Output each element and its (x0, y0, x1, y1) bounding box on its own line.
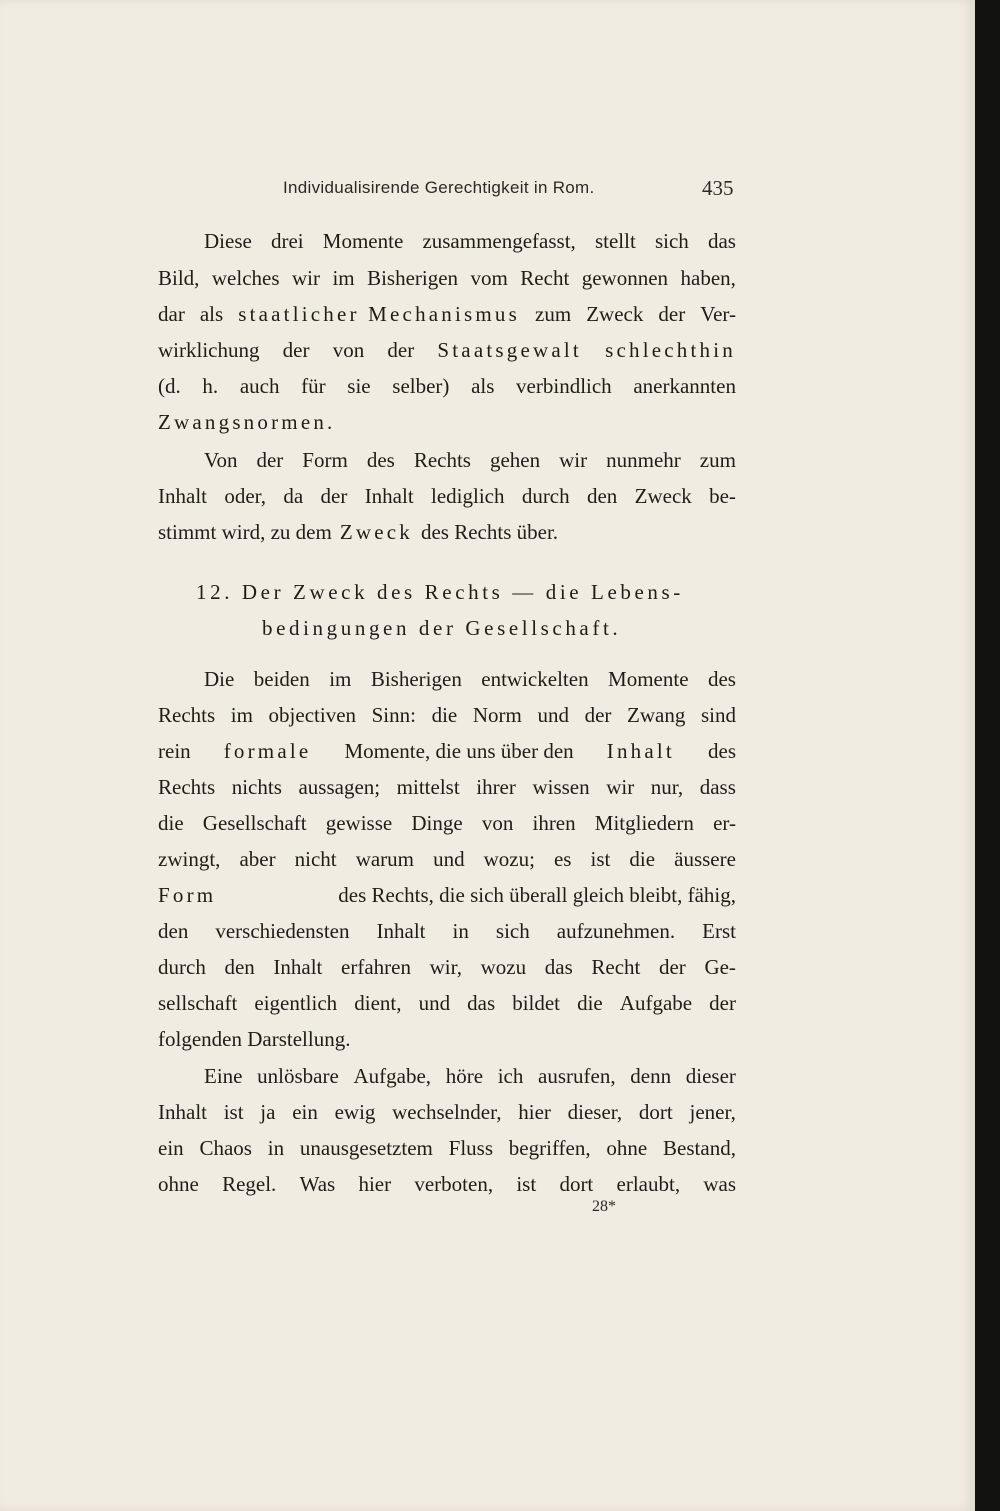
text-line (158, 991, 736, 1023)
signature-mark: 28* (592, 1198, 616, 1215)
text-line (158, 1100, 736, 1132)
emphasis-text: Zweck (339, 520, 413, 544)
word: im (230, 703, 253, 727)
text-line (158, 919, 736, 951)
word: wissen (532, 775, 590, 799)
word: haben, (680, 266, 736, 290)
word: nunmehr (606, 448, 681, 472)
word: durch (521, 484, 570, 508)
text-line (158, 739, 736, 771)
word: es (553, 847, 572, 871)
word: wir, (429, 955, 462, 979)
emphasis-text: Form (158, 883, 217, 907)
word: als (471, 374, 495, 398)
text-line (158, 338, 736, 370)
word: gewisse (325, 811, 393, 835)
word: nichts (231, 775, 282, 799)
word: Sinn: (371, 703, 416, 727)
word: dort (638, 1100, 673, 1124)
word: verbindlich (516, 374, 612, 398)
word: oder, (224, 484, 267, 508)
word: hier (518, 1100, 551, 1124)
word: wechselnder, (392, 1100, 502, 1124)
word: welches (211, 266, 280, 290)
word: dient, (354, 991, 402, 1015)
word: ihren (532, 811, 576, 835)
word: vom (470, 266, 508, 290)
word: Rechts (158, 703, 216, 727)
word: die (158, 811, 184, 835)
word: Eine (204, 1064, 243, 1088)
word: unlösbare (257, 1064, 339, 1088)
word: das (544, 955, 573, 979)
word: Fluss (448, 1136, 493, 1160)
word: des (707, 667, 736, 691)
word: anerkannten (633, 374, 736, 398)
word: Inhalt (158, 1100, 207, 1124)
emphasis-text: schlechthin (605, 338, 736, 362)
word: lediglich (431, 484, 505, 508)
word: von (481, 811, 514, 835)
word: mittelst (396, 775, 460, 799)
word: Inhalt (364, 484, 414, 508)
word: begriffen, (508, 1136, 591, 1160)
word: und (433, 847, 465, 871)
text-line (158, 667, 736, 699)
word: Rechts (158, 775, 216, 799)
word: der (320, 484, 348, 508)
text-line (158, 410, 736, 442)
word: dass (699, 775, 736, 799)
word: bildet (512, 991, 561, 1015)
word: h. (202, 374, 219, 398)
word: Regel. (222, 1172, 277, 1196)
word: wirklichung (158, 338, 260, 362)
word: sellschaft (158, 991, 238, 1015)
word: Recht (591, 955, 641, 979)
word: ist (590, 847, 611, 871)
word: Gesellschaft (202, 811, 307, 835)
word: be- (709, 484, 736, 508)
text-line (158, 1136, 736, 1168)
word: im (332, 266, 355, 290)
text-line (158, 955, 736, 987)
text-line (158, 448, 736, 480)
section-title-line-1: Der Zweck des Rechts — die Lebens- (241, 580, 684, 604)
word: Momente (322, 229, 404, 253)
emphasis-text: Zwangsnormen. (158, 410, 336, 434)
word: das (467, 991, 496, 1015)
text-line (158, 1027, 736, 1059)
word: der (658, 955, 686, 979)
word: rein (158, 739, 191, 763)
word: in (267, 1136, 285, 1160)
word: entwickelten (481, 667, 589, 691)
word: denn (630, 1064, 672, 1088)
word: drei (270, 229, 304, 253)
word: die (629, 847, 656, 871)
word: wir (559, 448, 588, 472)
word: was (703, 1172, 736, 1196)
word: ewig (334, 1100, 376, 1124)
text-line (158, 520, 736, 552)
word: die (431, 703, 458, 727)
word: Von (204, 448, 238, 472)
word: Was (299, 1172, 336, 1196)
emphasis-text: staatlicher Mechanismus (238, 302, 521, 326)
word: Bestand, (663, 1136, 736, 1160)
word: Erst (702, 919, 736, 943)
word: von (332, 338, 365, 362)
word: ja (260, 1100, 276, 1124)
word: ich (497, 1064, 524, 1088)
word: für (301, 374, 326, 398)
word: Aufgabe, (353, 1064, 432, 1088)
word: stellt (594, 229, 636, 253)
word: Zweck (586, 302, 644, 326)
word: den (224, 955, 255, 979)
word: jener, (689, 1100, 736, 1124)
word: Recht (520, 266, 570, 290)
word: Momente (608, 667, 689, 691)
word: Dinge (411, 811, 463, 835)
word: Inhalt (376, 919, 426, 943)
word: ist (516, 1172, 537, 1196)
word: ohne (158, 1172, 199, 1196)
text-line (158, 484, 736, 516)
word: dort (559, 1172, 594, 1196)
text-line (158, 302, 736, 334)
section-heading (196, 580, 684, 605)
word: warum (355, 847, 415, 871)
word: objectiven (268, 703, 357, 727)
word: Aufgabe (619, 991, 693, 1015)
word: wozu; (483, 847, 535, 871)
section-number: 12. (196, 580, 234, 604)
text: des Rechts, die sich überall gleich bleibt, fähig, (338, 883, 736, 907)
text-line (158, 266, 736, 298)
word: zusammengefasst, (422, 229, 576, 253)
word: wozu (480, 955, 527, 979)
word: sie (347, 374, 371, 398)
word: der (256, 448, 284, 472)
word: eigentlich (254, 991, 338, 1015)
word: dieser (685, 1064, 736, 1088)
word: Inhalt (158, 484, 207, 508)
word: selber) (392, 374, 450, 398)
page-edge (975, 0, 1000, 1511)
word: erlaubt, (616, 1172, 681, 1196)
word: ausrufen, (538, 1064, 616, 1088)
word: Form (302, 448, 348, 472)
word: Ge- (704, 955, 736, 979)
text: Momente, die uns über den (344, 739, 574, 763)
word: äussere (674, 847, 736, 871)
word: sind (700, 703, 736, 727)
word: der (387, 338, 415, 362)
word: aussagen; (298, 775, 381, 799)
word: die (577, 991, 603, 1015)
word: der (658, 302, 686, 326)
word: im (329, 667, 352, 691)
word: des (708, 739, 736, 763)
word: Bisherigen (370, 667, 462, 691)
word: beiden (253, 667, 310, 691)
word: Inhalt (273, 955, 323, 979)
word: das (707, 229, 736, 253)
word: dieser, (567, 1100, 623, 1124)
word: nicht (294, 847, 337, 871)
text: stimmt wird, zu dem (158, 520, 332, 544)
word: erfahren (341, 955, 411, 979)
word: dar (158, 302, 185, 326)
text-line (158, 374, 736, 406)
text-line (158, 883, 736, 915)
text-line (158, 811, 736, 843)
text-line (158, 703, 736, 735)
word: der (584, 703, 612, 727)
text: des Rechts über. (420, 520, 559, 544)
word: sich (654, 229, 689, 253)
word: da (283, 484, 304, 508)
word: zwingt, (158, 847, 221, 871)
word: nur, (650, 775, 684, 799)
word: als (199, 302, 224, 326)
word: aufzunehmen. (556, 919, 676, 943)
word: ist (223, 1100, 244, 1124)
word: ihrer (476, 775, 516, 799)
word: Bisherigen (367, 266, 459, 290)
word: und (537, 703, 569, 727)
word: unausgesetztem (299, 1136, 433, 1160)
word: verschiedensten (215, 919, 350, 943)
word: ohne (606, 1136, 648, 1160)
word: ein (292, 1100, 318, 1124)
word: Chaos (199, 1136, 252, 1160)
text-line (158, 1064, 736, 1096)
word: auch (239, 374, 280, 398)
text: folgenden Darstellung. (158, 1027, 351, 1051)
emphasis-text: formale (223, 739, 312, 763)
word: hier (358, 1172, 392, 1196)
word: den (158, 919, 189, 943)
word: Ver- (700, 302, 736, 326)
word: verboten, (414, 1172, 494, 1196)
word: in (452, 919, 469, 943)
word: Mitgliedern (594, 811, 694, 835)
body-text (158, 0, 736, 1511)
text-line (158, 775, 736, 807)
word: den (586, 484, 618, 508)
word: Rechts (413, 448, 471, 472)
word: Norm (472, 703, 522, 727)
text-line (158, 229, 736, 261)
emphasis-text: Inhalt (606, 739, 675, 763)
word: Bild, (158, 266, 200, 290)
word: Die (204, 667, 235, 691)
section-title-line-2: bedingungen der Gesellschaft. (262, 616, 622, 640)
word: er- (713, 811, 736, 835)
text-line (158, 1172, 736, 1204)
word: der (282, 338, 310, 362)
word: und (418, 991, 451, 1015)
word: gehen (489, 448, 541, 472)
word: wir (606, 775, 635, 799)
word: ein (158, 1136, 184, 1160)
word: durch (158, 955, 206, 979)
word: sich (495, 919, 530, 943)
word: zum (699, 448, 736, 472)
word: der (709, 991, 736, 1015)
word: des (366, 448, 395, 472)
word: höre (445, 1064, 484, 1088)
running-header: Individualisirende Gerechtigkeit in Rom. (283, 178, 595, 197)
word: (d. (158, 374, 181, 398)
word: gewonnen (581, 266, 669, 290)
page-number: 435 (702, 176, 734, 200)
text-line (158, 847, 736, 879)
word: Zweck (634, 484, 692, 508)
word: Zwang (627, 703, 686, 727)
emphasis-text: Staatsgewalt (437, 338, 582, 362)
word: wir (291, 266, 320, 290)
word: aber (239, 847, 276, 871)
word: zum (535, 302, 572, 326)
word: Diese (204, 229, 252, 253)
